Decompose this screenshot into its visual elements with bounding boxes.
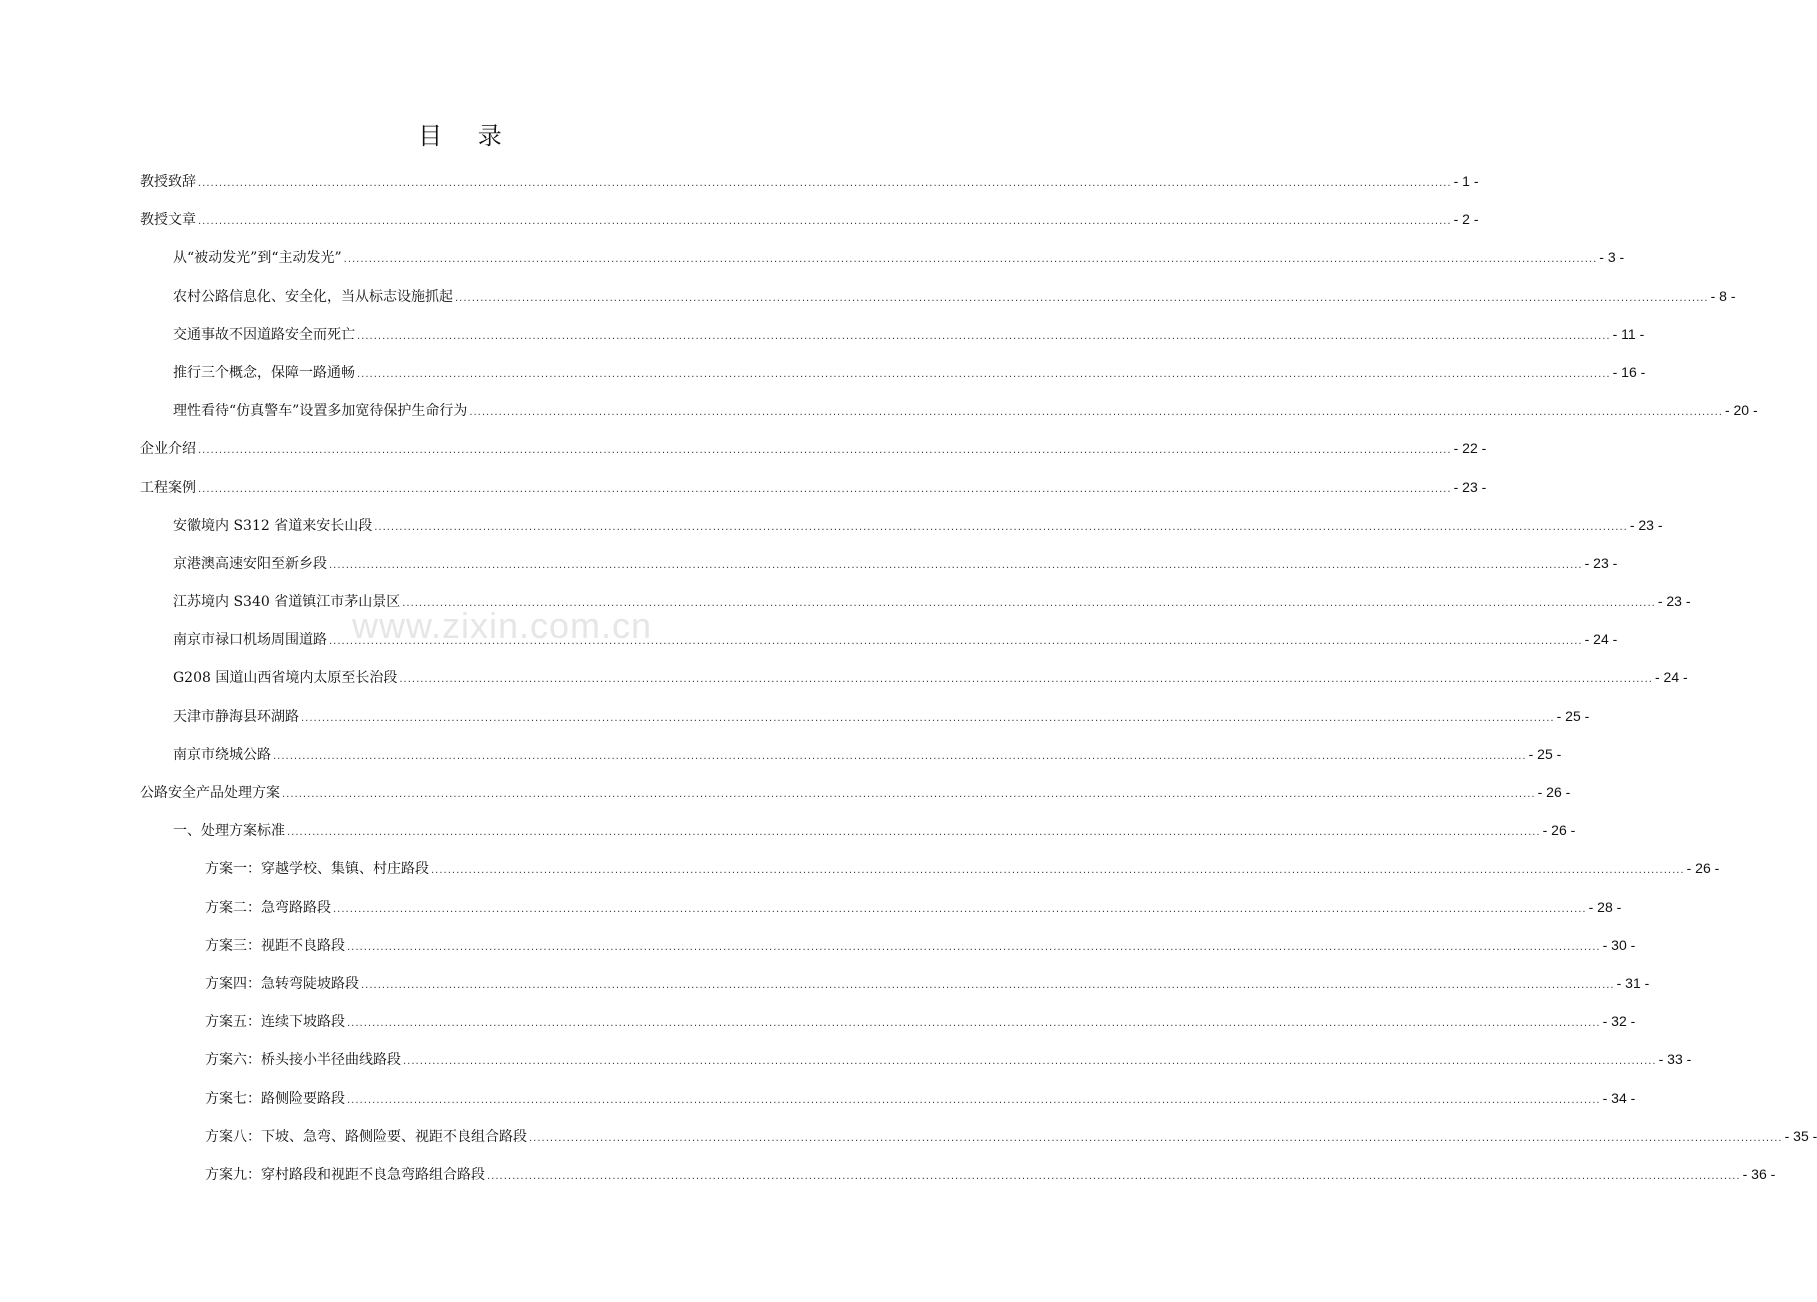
toc-entry[interactable]	[140, 353, 1646, 391]
toc-title: 目 录	[418, 122, 516, 150]
toc-leader-dots: ............................................................................................................................................................................................................................................................................................................	[487, 1170, 1741, 1182]
toc-leader-dots: ............................................................................................................................................................................................................................................................................................................	[329, 636, 1583, 648]
toc-entry-text: 交通事故不因道路安全而死亡	[173, 326, 355, 343]
toc-page-number: - 34 -	[1602, 1089, 1636, 1106]
toc-entry[interactable]	[140, 391, 1758, 429]
toc-entry-text: 方案七：路侧险要路段	[205, 1090, 345, 1107]
toc-leader-dots: ............................................................................................................................................................................................................................................................................................................	[361, 979, 1615, 991]
toc-entry[interactable]	[140, 162, 1479, 200]
toc-entry[interactable]	[140, 735, 1562, 773]
toc-entry[interactable]	[140, 1002, 1636, 1040]
toc-leader-dots: ............................................................................................................................................................................................................................................................................................................	[357, 368, 1611, 380]
toc-entry-text: 教授文章	[140, 212, 196, 229]
toc-entry[interactable]	[140, 926, 1636, 964]
toc-page-number: - 36 -	[1742, 1165, 1776, 1182]
toc-entry-text: 教授致辞	[140, 174, 196, 190]
toc-entry-text: 理性看待“仿真警车”设置多加宽待保护生命行为	[173, 403, 468, 420]
toc-entry-text: 工程案例	[140, 479, 196, 496]
toc-entry[interactable]	[140, 811, 1576, 849]
toc-entry-text: 方案二：急弯路路段	[205, 899, 331, 916]
toc-page-number: - 25 -	[1528, 745, 1562, 762]
toc-entry[interactable]	[140, 697, 1590, 735]
toc-entry[interactable]	[140, 1117, 1817, 1155]
toc-page-number: - 8 -	[1710, 287, 1736, 304]
toc-entry[interactable]	[140, 1155, 1776, 1193]
toc-entry[interactable]	[140, 849, 1720, 887]
toc-page-number: - 24 -	[1584, 631, 1618, 648]
toc-entry-text: 推行三个概念，保障一路通畅	[173, 364, 355, 381]
toc-leader-dots: ............................................................................................................................................................................................................................................................................................................	[403, 1056, 1657, 1068]
toc-page-number: - 33 -	[1658, 1051, 1692, 1068]
toc-entry-text: 安徽境内 S312 省道来安长山段	[173, 517, 373, 534]
toc-page-number: - 24 -	[1654, 669, 1688, 686]
toc-leader-dots: ............................................................................................................................................................................................................................................................................................................	[431, 865, 1685, 877]
toc-entry[interactable]	[140, 238, 1625, 276]
toc-page-number: - 23 -	[1629, 516, 1663, 533]
toc-page-number: - 26 -	[1537, 784, 1571, 800]
toc-leader-dots: ............................................................................................................................................................................................................................................................................................................	[469, 407, 1723, 419]
toc-entry[interactable]	[140, 506, 1663, 544]
watermark: www.zixin.com.cn	[352, 605, 653, 646]
toc-entry-text: 南京市禄口机场周围道路	[173, 632, 327, 649]
toc-leader-dots: ............................................................................................................................................................................................................................................................................................................	[347, 1018, 1601, 1030]
toc-page-number: - 3 -	[1599, 249, 1625, 266]
toc-page-number: - 22 -	[1453, 440, 1487, 457]
toc-entry-text: 公路安全产品处理方案	[140, 785, 280, 801]
toc-leader-dots: ............................................................................................................................................................................................................................................................................................................	[287, 827, 1541, 839]
toc-page-number: - 2 -	[1453, 211, 1479, 228]
toc-entry[interactable]	[140, 888, 1622, 926]
toc-entry[interactable]	[140, 964, 1650, 1002]
toc-entry-text: 方案三：视距不良路段	[205, 937, 345, 954]
toc-entry-text: 方案六：桥头接小半径曲线路段	[205, 1052, 401, 1069]
toc-leader-dots: ............................................................................................................................................................................................................................................................................................................	[329, 559, 1583, 571]
toc-entry[interactable]	[140, 429, 1487, 467]
toc-leader-dots: ............................................................................................................................................................................................................................................................................................................	[301, 712, 1555, 724]
toc-entry[interactable]	[140, 582, 1691, 620]
toc-entry-text: 农村公路信息化、安全化，当从标志设施抓起	[173, 288, 453, 305]
toc-leader-dots: ............................................................................................................................................................................................................................................................................................................	[347, 941, 1601, 953]
toc-leader-dots: ............................................................................................................................................................................................................................................................................................................	[455, 292, 1709, 304]
toc-entry[interactable]	[140, 1040, 1692, 1078]
toc-leader-dots: ............................................................................................................................................................................................................................................................................................................	[399, 674, 1653, 686]
toc-leader-dots: ............................................................................................................................................................................................................................................................................................................	[402, 598, 1656, 610]
toc-page-number: - 25 -	[1556, 707, 1590, 724]
toc-leader-dots: ............................................................................................................................................................................................................................................................................................................	[198, 178, 1452, 189]
toc-entry[interactable]	[140, 315, 1645, 353]
toc-page-number: - 23 -	[1453, 478, 1487, 495]
toc-page-number: - 20 -	[1724, 402, 1758, 419]
toc-leader-dots: ............................................................................................................................................................................................................................................................................................................	[347, 1094, 1601, 1106]
toc-entry[interactable]	[140, 544, 1618, 582]
toc-entry-text: 天津市静海县环湖路	[173, 708, 299, 725]
toc-entry-text: 南京市绕城公路	[173, 746, 271, 763]
toc-entry-text: 方案九：穿村路段和视距不良急弯路组合路段	[205, 1166, 485, 1183]
toc-leader-dots: ............................................................................................................................................................................................................................................................................................................	[198, 483, 1452, 495]
toc-entry[interactable]	[140, 773, 1571, 811]
toc-page-number: - 26 -	[1686, 860, 1720, 877]
toc-entry-text: G208 国道山西省境内太原至长治段	[173, 670, 398, 687]
toc-page-number: - 28 -	[1588, 898, 1622, 915]
toc-leader-dots: ............................................................................................................................................................................................................................................................................................................	[198, 445, 1452, 457]
toc-leader-dots: ............................................................................................................................................................................................................................................................................................................	[282, 789, 1536, 800]
toc-entry-text: 从“被动发光”到“主动发光”	[173, 250, 342, 267]
toc-entry[interactable]	[140, 200, 1479, 238]
toc-leader-dots: ............................................................................................................................................................................................................................................................................................................	[198, 216, 1452, 228]
toc-leader-dots: ............................................................................................................................................................................................................................................................................................................	[343, 254, 1598, 266]
toc-page-number: - 35 -	[1784, 1127, 1817, 1144]
toc-page-number: - 26 -	[1542, 822, 1576, 839]
toc-entry-text: 方案一：穿越学校、集镇、村庄路段	[205, 861, 429, 878]
toc-page-number: - 32 -	[1602, 1013, 1636, 1030]
toc-leader-dots: ............................................................................................................................................................................................................................................................................................................	[273, 750, 1527, 762]
toc-entry-text: 方案八：下坡、急弯、路侧险要、视距不良组合路段	[205, 1128, 527, 1145]
toc-leader-dots: ............................................................................................................................................................................................................................................................................................................	[333, 903, 1587, 915]
toc-entry-text: 方案四：急转弯陡坡路段	[205, 975, 359, 992]
toc-page-number: - 1 -	[1453, 173, 1479, 189]
toc-list	[140, 162, 1817, 1193]
toc-entry-text: 江苏境内 S340 省道镇江市茅山景区	[173, 594, 401, 611]
toc-leader-dots: ............................................................................................................................................................................................................................................................................................................	[357, 330, 1611, 342]
toc-entry-text: 京港澳高速安阳至新乡段	[173, 555, 327, 572]
toc-page-number: - 23 -	[1584, 554, 1618, 571]
toc-page-number: - 23 -	[1657, 593, 1691, 610]
toc-leader-dots: ............................................................................................................................................................................................................................................................................................................	[529, 1132, 1783, 1144]
toc-page-number: - 11 -	[1612, 325, 1645, 342]
toc-entry[interactable]	[140, 1079, 1636, 1117]
toc-entry[interactable]	[140, 277, 1736, 315]
toc-entry-text: 一、处理方案标准	[173, 823, 285, 840]
toc-entry[interactable]	[140, 620, 1618, 658]
toc-leader-dots: ............................................................................................................................................................................................................................................................................................................	[374, 521, 1628, 533]
toc-page-number: - 30 -	[1602, 936, 1636, 953]
toc-entry-text: 方案五：连续下坡路段	[205, 1014, 345, 1031]
toc-entry[interactable]	[140, 468, 1487, 506]
toc-entry[interactable]	[140, 658, 1688, 696]
toc-page-number: - 16 -	[1612, 363, 1646, 380]
toc-page-number: - 31 -	[1616, 974, 1650, 991]
toc-entry-text: 企业介绍	[140, 441, 196, 458]
